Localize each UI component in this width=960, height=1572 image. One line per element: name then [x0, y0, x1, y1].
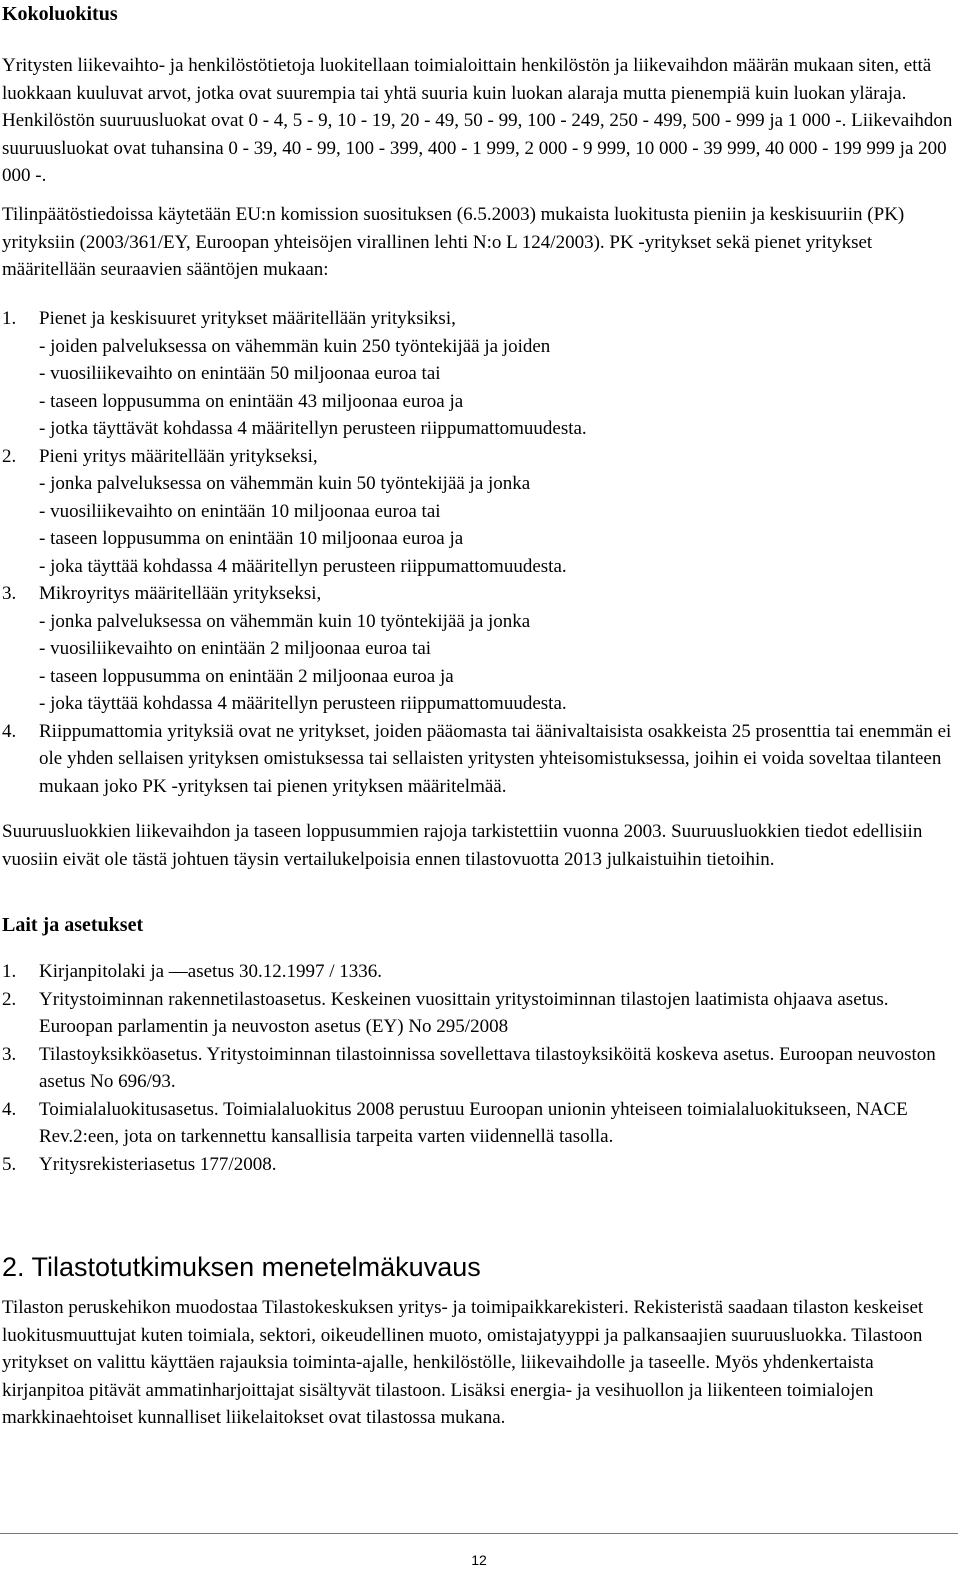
list-item-number: 1.: [2, 308, 17, 329]
list-item-text: Toimialaluokitusasetus. Toimialaluokitus 2008 perustuu Euroopan unionin yhteiseen toimialaluokitukseen, NACE Rev.2:een, jota on tarkennettu kansallisia tarpeita varten viidennellä tasolla.: [39, 1098, 908, 1147]
list-item-text: Tilastoyksikköasetus. Yritystoiminnan tilastoinnissa sovellettava tilastoyksiköitä koskeva asetus. Euroopan neuvoston asetus No 696/93.: [39, 1043, 936, 1092]
list-item-number: 2.: [2, 445, 17, 467]
list-item-line: - jotka täyttävät kohdassa 4 määritellyn perusteen riippumattomuudesta.: [39, 418, 587, 439]
list-item-number: 5.: [2, 1153, 17, 1175]
list-item: [2, 443, 956, 581]
method-paragraph: Tilaston peruskehikon muodostaa Tilastokeskuksen yritys- ja toimipaikkarekisteri. Rekisteristä saadaan tilaston keskeiset luokitusmuuttujat kuten toimiala, sektori, oikeudellinen muoto, omistajatyyppi ja palkansaajien suuruusluokka. Tilastoon yritykset on valittu käyttäen rajauksia toiminta-ajalle, henkilöstölle, liikevaihdolle ja taseelle. Myös yhdenkertaista kirjanpitoa pitävät ammatinharjoittajat sisältyvät tilastoon. Lisäksi energia- ja vesihuollon ja liikenteen toimialojen markkinaehtoiset kunnalliset liikelaitokset ovat tilastossa mukana.: [2, 1297, 924, 1428]
list-item-number: 4.: [2, 720, 17, 742]
list-item-number: 3.: [2, 1043, 17, 1065]
list-item-line: - joka täyttää kohdassa 4 määritellyn perusteen riippumattomuudesta.: [39, 693, 567, 714]
closing-paragraph: Suuruusluokkien liikevaihdon ja taseen loppusummien rajoja tarkistettiin vuonna 2003. Suuruusluokkien tiedot edellisiin vuosiin eivät ole tästä johtuen täysin vertailukelpoisia ennen tilastovuotta 2013 julkaistuihin tietoihin.: [2, 821, 923, 870]
intro-paragraph: Yritysten liikevaihto- ja henkilöstötietoja luokitellaan toimialoittain henkilöstön ja liikevaihdon määrän mukaan siten, että luokkaan kuuluvat arvot, jotka ovat suurempia tai yhtä suuria kuin luokan alaraja mutta pienempiä kuin luokan yläraja. Henkilöstön suuruusluokat ovat 0 - 4, 5 - 9, 10 - 19, 20 - 49, 50 - 99, 100 - 249, 250 - 499, 500 - 999 ja 1 000 -. Liikevaihdon suuruusluokat ovat tuhansina 0 - 39, 40 - 99, 100 - 399, 400 - 1 999, 2 000 - 9 999, 10 000 - 39 999, 40 000 - 199 999 ja 200 000 -.: [2, 55, 953, 186]
list-item-line: - vuosiliikevaihto on enintään 50 miljoonaa euroa tai: [39, 363, 441, 384]
list-item-title: Pienet ja keskisuuret yritykset määritellään yrityksiksi,: [39, 308, 456, 329]
list-item: [2, 718, 956, 801]
footer-divider: [0, 1533, 958, 1534]
list-item-number: 1.: [2, 961, 17, 982]
list-item-line: - jonka palveluksessa on vähemmän kuin 10 työntekijää ja jonka: [39, 610, 531, 632]
classification-paragraph: Tilinpäätöstiedoissa käytetään EU:n komission suosituksen (6.5.2003) mukaista luokitusta pieniin ja keskisuuriin (PK) yrityksiin (2003/361/EY, Euroopan yhteisöjen virallinen lehti N:o L 124/2003). PK -yritykset sekä pienet yritykset määritellään seuraavien sääntöjen mukaan:: [2, 204, 905, 280]
list-item-line: - taseen loppusumma on enintään 10 miljoonaa euroa ja: [39, 528, 464, 549]
list-item-line: - vuosiliikevaihto on enintään 2 miljoonaa euroa tai: [39, 638, 432, 659]
list-item: [2, 305, 956, 443]
list-item-line: - joiden palveluksessa on vähemmän kuin 250 työntekijää ja joiden: [39, 335, 551, 357]
list-item-number: 4.: [2, 1098, 17, 1120]
list-item-number: 2.: [2, 988, 17, 1010]
list-item-title: Pieni yritys määritellään yritykseksi,: [39, 445, 318, 467]
list-item-line: - vuosiliikevaihto on enintään 10 miljoonaa euroa tai: [39, 500, 441, 522]
list-item-number: 3.: [2, 583, 17, 604]
laws-list: [2, 958, 956, 1178]
list-item-line: - joka täyttää kohdassa 4 määritellyn perusteen riippumattomuudesta.: [39, 555, 567, 577]
section-title: Kokoluokitus: [2, 3, 118, 25]
list-item: [2, 580, 956, 718]
list-item-text: Yritysrekisteriasetus 177/2008.: [39, 1153, 277, 1175]
list-item-title: Riippumattomia yrityksiä ovat ne yritykset, joiden pääomasta tai äänivaltaisista osakkeista 25 prosenttia tai enemmän ei ole yhden sellaisen yrityksen omistuksessa tai sellaisten yritysten yhteisomistuksessa, joihin ei voida soveltaa tilanteen mukaan joko PK -yrityksen tai pienen yrityksen määritelmää.: [39, 720, 952, 797]
list-item-line: - jonka palveluksessa on vähemmän kuin 50 työntekijää ja jonka: [39, 473, 531, 494]
list-item: [2, 1041, 956, 1096]
list-item-text: Kirjanpitolaki ja —asetus 30.12.1997 / 1336.: [39, 961, 383, 982]
list-item-line: - taseen loppusumma on enintään 43 miljoonaa euroa ja: [39, 390, 464, 412]
list-item: [2, 958, 956, 986]
sme-criteria-list: [2, 305, 956, 800]
list-item: [2, 1096, 956, 1151]
list-item: [2, 986, 956, 1041]
list-item-text: Yritystoiminnan rakennetilastoasetus. Keskeinen vuosittain yritystoiminnan tilastojen laatimista ohjaava asetus. Euroopan parlamentin ja neuvoston asetus (EY) No 295/2008: [39, 988, 889, 1037]
list-item: [2, 1151, 956, 1179]
section-heading: 2. Tilastotutkimuksen menetelmäkuvaus: [2, 1252, 481, 1282]
page-number: 12: [471, 1552, 487, 1568]
list-item-title: Mikroyritys määritellään yritykseksi,: [39, 583, 322, 604]
list-item-line: - taseen loppusumma on enintään 2 miljoonaa euroa ja: [39, 665, 454, 687]
laws-heading: Lait ja asetukset: [2, 914, 144, 936]
